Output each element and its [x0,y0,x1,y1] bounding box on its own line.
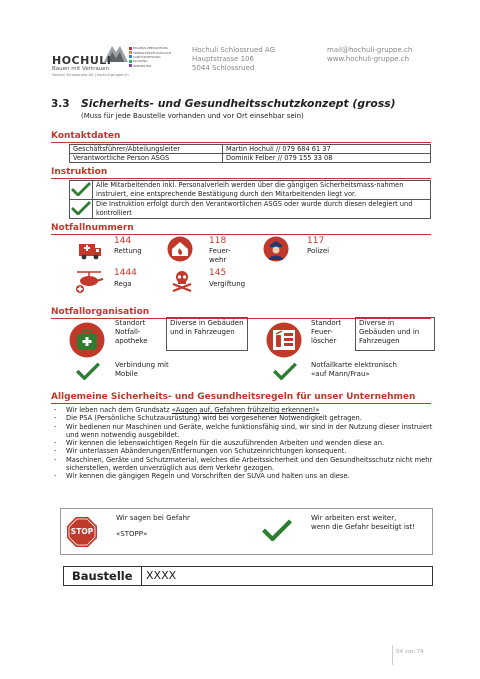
mobile-label: Verbindung mit Mobile [115,361,169,378]
list-item: - Die PSA (Persönliche Schutzausrüstung) wird bei vorgesehener Notwendigkeit getragen. [54,414,362,423]
table-row [70,200,431,219]
page-subtitle: (Muss für jede Baustelle vorhanden und vor Ort einsehbar sein) [81,112,304,120]
logo-tagline: Bauen mit Vertrauen [52,66,110,72]
fire-extinguisher-icon [266,322,302,358]
company-logo [52,44,172,82]
kontakt-person: Martin Hochuli // 079 684 61 37 [223,145,431,154]
kontakt-rule [51,142,431,143]
kontakt-heading: Kontaktdaten [51,131,121,141]
notfall-label: Vergiftung [209,280,246,288]
regeln-list [54,406,434,481]
loescher-label: Standort Feuer-löscher [311,319,342,345]
list-item: - Maschinen, Geräte und Schutzmaterial, welches die Arbeitssicherheit und den Gesundheitsschutz nicht mehr sicherstellen, werden unverzüglich aus dem Verkehr gezogen. [54,455,433,473]
logo-services: HOLZBAU/BEDACHUNG SPENGLEREI/FLACHDACH SANITÄR/HEIZUNG PLANUNG IMMOBILIEN [129,46,171,68]
police-icon [263,236,289,262]
section-number: 3.3 [51,98,70,110]
kontakt-role: Verantwortliche Person ASGS [70,154,223,163]
stop-left-line2: «STOPP» [116,530,148,538]
logo-name: HOCHULI [52,54,112,67]
stop-left-text [116,514,190,539]
list-item: - Wir unterlassen Abänderungen/Entfernungen von Schutzeinrichtungen konsequent. [54,447,347,456]
company-email[interactable]: mail@hochuli-gruppe.ch [327,46,413,54]
notfall-number: 144 [114,236,132,246]
regeln-rule [51,403,431,404]
footer-divider [392,645,393,665]
checkmark-icon [76,362,100,380]
company-city: 5044 Schlossrued [192,64,255,72]
kontakt-table [69,144,431,163]
notfall-label: Polizei [307,247,330,255]
company-contact [327,46,412,64]
instruktion-check-cell [70,181,93,200]
notfall-number: 145 [209,268,227,278]
kontakt-role: Geschäftsführer/Abteilungsleiter [70,145,223,154]
apotheke-label: Standort Notfall-apotheke [115,319,148,345]
stop-left-line1: Wir sagen bei Gefahr [116,514,190,522]
company-address [192,46,275,73]
stop-sign-text: STOP [70,527,94,536]
notfall-label: Feuer- wehr [209,247,231,264]
instruktion-text: Alle Mitarbeitenden inkl. Personalverleih werden über die gängigen Sicherheitsmass-nahmen instruiert, eine entsprechende Bestätigung durch den Mitarbeitenden liegt vor. [93,181,431,200]
kontakt-person: Dominik Felber // 079 155 33 08 [223,154,431,163]
instruktion-table [69,180,431,219]
baustelle-value[interactable]: XXXX [146,569,177,582]
list-item: - Wir bedienen nur Maschinen und Geräte, welche funktionsfähig sind, wir sind in der Nutzung dieser instruiert und wenn notwendig ausgebildet. [54,422,433,439]
regeln-heading: Allgemeine Sicherheits- und Gesundheitsregeln für unser Unternehmen [51,392,416,402]
instruktion-rule [51,178,431,179]
loescher-value: Diverse in Gebäuden und in Fahrzeugen [355,317,435,351]
notfall-rule [51,234,431,235]
list-item: - Wir kennen die gängigen Regeln und Vorschriften der SUVA und halten uns an diese. [54,472,350,481]
company-web[interactable]: www.hochuli-gruppe.ch [327,55,410,63]
notfall-label: Rettung [114,247,142,255]
page-number: 54 von 74 [396,649,424,655]
notfall-number: 1444 [114,268,137,278]
page-title: Sicherheits- und Gesundheitsschutzkonzept (gross) [81,97,396,110]
skull-icon [170,268,194,292]
organisation-heading: Notfallorganisation [51,307,150,317]
notfall-label: Rega [114,280,132,288]
list-item: - Wir leben nach dem Grundsatz «Augen auf, Gefahren frühzeitig erkennen!» [54,406,320,414]
checkmark-icon [262,519,292,541]
logo-small-text: Hochuli Schlossrued AG | hochuli-gruppe.ch [52,73,129,77]
apotheke-value: Diverse in Gebäuden und in Fahrzeugen [166,317,248,351]
table-row [70,145,431,154]
checkmark-icon [273,362,297,380]
company-name: Hochuli Schlossrued AG [192,46,276,54]
stop-right-line1: Wir arbeiten erst weiter, [311,514,397,522]
helicopter-icon [74,268,104,294]
fire-icon [167,236,193,262]
ambulance-icon [78,238,102,262]
checkmark-icon [71,201,91,215]
instruktion-check-cell [70,200,93,219]
instruktion-heading: Instruktion [51,167,108,177]
regeln-motto: «Augen auf, Gefahren frühzeitig erkennen!» [171,406,320,414]
notfallkarte-label: Notfallkarte elektronisch «auf Mann/Frau» [311,361,397,378]
notfall-heading: Notfallnummern [51,223,134,233]
stop-sign-icon [66,516,98,548]
list-item: - Wir kennen die lebenswichtigen Regeln für die auszuführenden Arbeiten und wenden diese an. [54,439,385,448]
notfall-number: 118 [209,236,227,246]
instruktion-text: Die Instruktion erfolgt durch den Verantwortlichen ASGS oder wurde durch diesen delegiert und kontrolliert [93,200,431,219]
table-row [70,154,431,163]
stop-right-text [311,514,415,532]
table-row [70,181,431,200]
notfall-number: 117 [307,236,325,246]
baustelle-box [63,566,433,586]
stop-right-line2: wenn die Gefahr beseitigt ist! [311,523,415,531]
checkmark-icon [71,182,91,196]
first-aid-icon [69,322,105,358]
company-street: Hauptstrasse 106 [192,55,254,63]
baustelle-label: Baustelle [64,567,142,585]
